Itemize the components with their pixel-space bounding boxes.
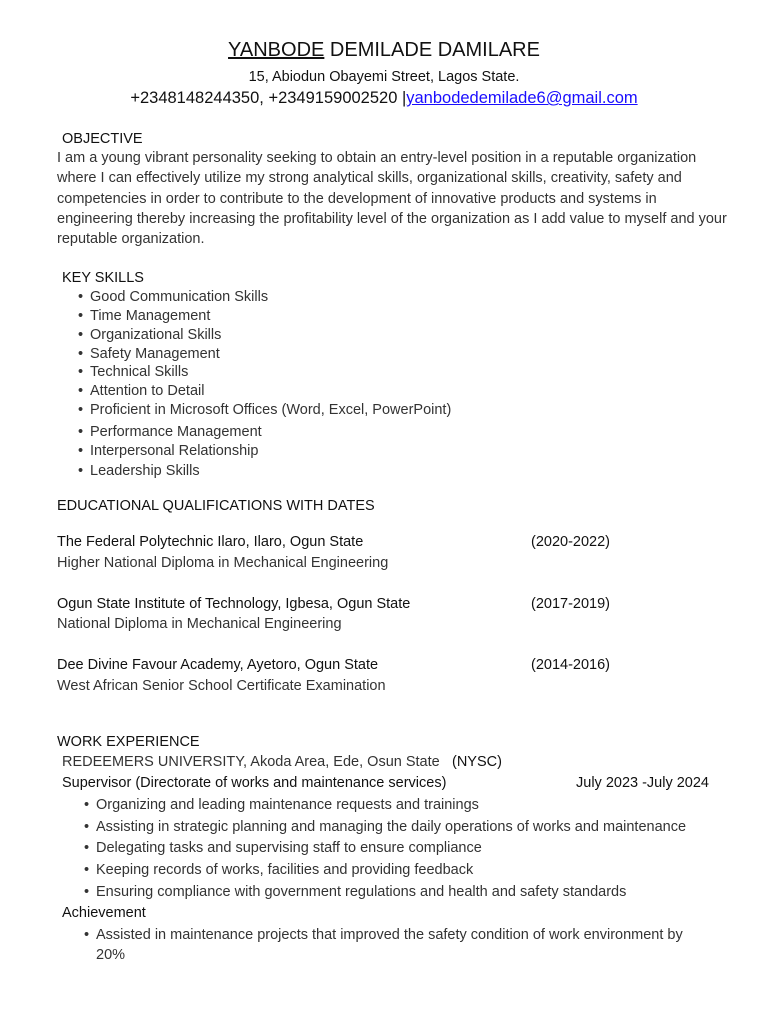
contact-line <box>0 89 768 108</box>
candidate-other-names: DEMILADE DAMILARE <box>324 39 540 61</box>
achievement-item-continued: 20% <box>96 947 126 963</box>
objective-text: I am a young vibrant personality seeking to obtain an entry-level position in a reputable organization where I can effectively utilize my strong analytical skills, organizational skills, creativity, safety and competencies in order to contribute to the development of innovative products and systems in engineering thereby increasing the profitability level of the organization as I add value to myself and your reputable organization. <box>57 150 727 248</box>
education-heading: EDUCATIONAL QUALIFICATIONS WITH DATES <box>57 498 375 514</box>
skills-heading: KEY SKILLS <box>62 270 144 286</box>
duty-item: • Organizing and leading maintenance requests and trainings <box>96 797 479 813</box>
school-award: National Diploma in Mechanical Engineering <box>57 616 342 632</box>
skill-item: • Proficient in Microsoft Offices (Word, Excel, PowerPoint) <box>90 402 451 418</box>
school-dates: (2017-2019) <box>531 596 610 612</box>
skill-item: • Good Communication Skills <box>90 289 268 305</box>
school-award: West African Senior School Certificate Examination <box>57 678 386 694</box>
phone-numbers: +2348148244350, +2349159002520 | <box>130 89 407 107</box>
objective-heading: OBJECTIVE <box>62 131 143 147</box>
skill-item: • Time Management <box>90 308 210 324</box>
employer-tag: (NYSC) <box>452 754 502 770</box>
duty-item: • Ensuring compliance with government regulations and health and safety standards <box>96 884 626 900</box>
skill-item: • Technical Skills <box>90 364 188 380</box>
employer-name: REDEEMERS UNIVERSITY, Akoda Area, Ede, Osun State <box>62 754 440 770</box>
school-dates: (2014-2016) <box>531 657 610 673</box>
email-link[interactable]: yanbodedemilade6@gmail.com <box>406 89 638 107</box>
skill-item: • Leadership Skills <box>90 463 200 479</box>
duty-item: • Keeping records of works, facilities and providing feedback <box>96 862 473 878</box>
job-role: Supervisor (Directorate of works and maintenance services) <box>62 775 447 791</box>
school-name: Ogun State Institute of Technology, Igbesa, Ogun State <box>57 596 411 612</box>
work-heading: WORK EXPERIENCE <box>57 734 200 750</box>
job-dates: July 2023 -July 2024 <box>576 775 709 791</box>
skill-item: • Organizational Skills <box>90 327 221 343</box>
achievement-heading: Achievement <box>62 905 146 921</box>
duty-item: • Delegating tasks and supervising staff to ensure compliance <box>96 840 482 856</box>
school-name: Dee Divine Favour Academy, Ayetoro, Ogun State <box>57 657 379 673</box>
skill-item: • Attention to Detail <box>90 383 204 399</box>
school-award: Higher National Diploma in Mechanical Engineering <box>57 555 389 571</box>
school-name: The Federal Polytechnic Ilaro, Ilaro, Ogun State <box>57 534 364 550</box>
skill-item: • Interpersonal Relationship <box>90 443 258 459</box>
candidate-name <box>0 39 768 62</box>
duty-item: • Assisting in strategic planning and managing the daily operations of works and maintenance <box>96 819 686 835</box>
school-dates: (2020-2022) <box>531 534 610 550</box>
skill-item: • Performance Management <box>90 424 262 440</box>
achievement-item: • Assisted in maintenance projects that improved the safety condition of work environment by <box>96 927 683 943</box>
skill-item: • Safety Management <box>90 346 220 362</box>
candidate-address: 15, Abiodun Obayemi Street, Lagos State. <box>248 69 520 85</box>
candidate-surname: YANBODE <box>228 39 325 61</box>
